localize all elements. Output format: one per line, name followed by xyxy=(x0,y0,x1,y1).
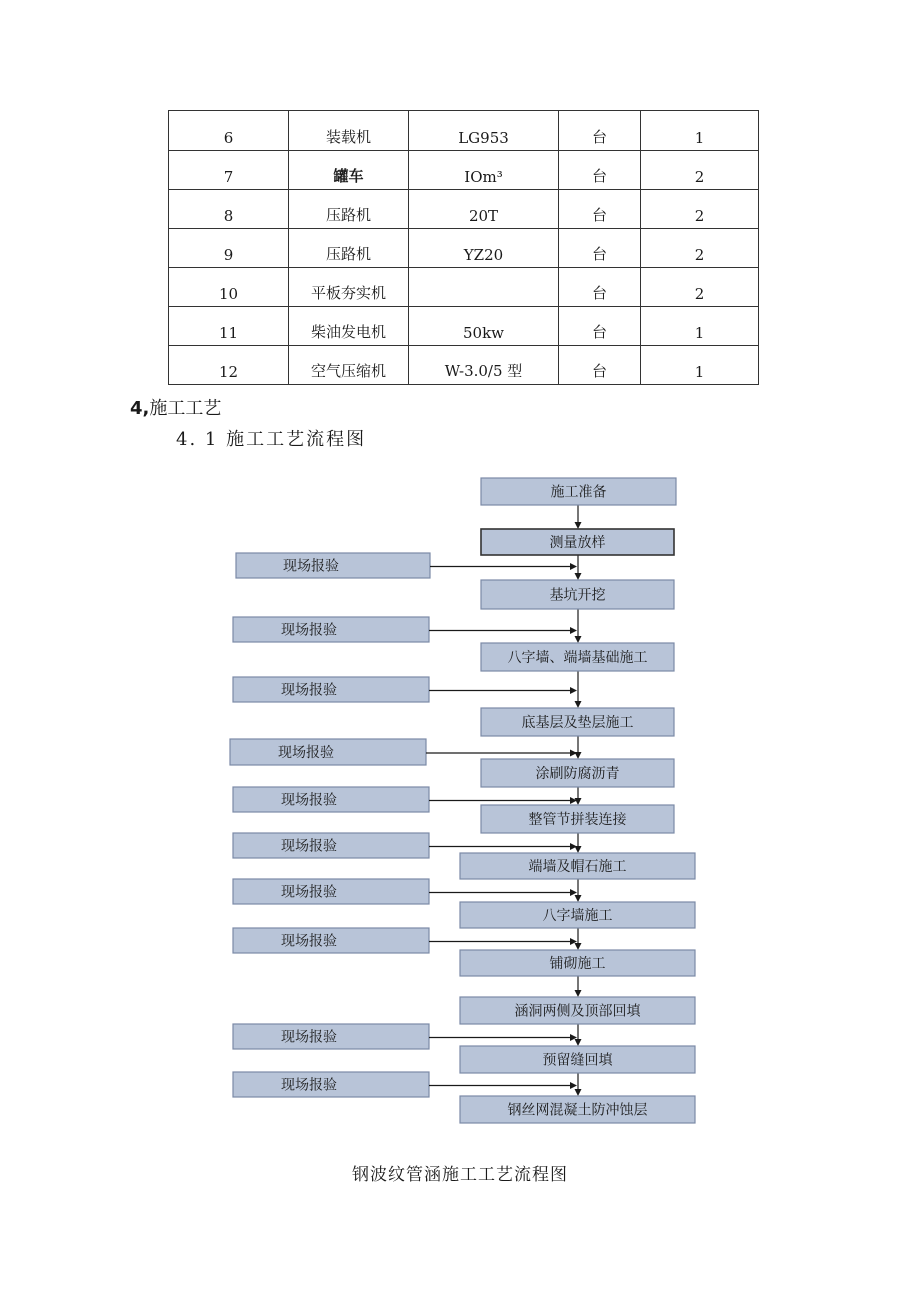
cell-unit: 台 xyxy=(559,190,641,229)
inspection-arrowhead xyxy=(570,750,577,757)
table-row xyxy=(169,229,759,268)
table-row xyxy=(169,346,759,385)
inspection-arrowhead xyxy=(570,687,577,694)
cell-name: 罐车 xyxy=(289,151,409,190)
cell-unit: 台 xyxy=(559,346,641,385)
flow-arrowhead xyxy=(575,798,582,805)
cell-no: 9 xyxy=(169,229,289,268)
cell-qty: 2 xyxy=(641,268,759,307)
flow-arrowhead xyxy=(575,573,582,580)
cell-unit: 台 xyxy=(559,307,641,346)
flow-arrowhead xyxy=(575,1089,582,1096)
cell-model: 50kw xyxy=(409,307,559,346)
inspection-label: 现场报验 xyxy=(281,682,337,699)
cell-model: YZ20 xyxy=(409,229,559,268)
inspection-label: 现场报验 xyxy=(278,745,334,761)
equipment-table-body xyxy=(169,111,759,385)
inspection-label: 现场报验 xyxy=(281,838,337,855)
cell-qty: 2 xyxy=(641,229,759,268)
flow-arrowhead xyxy=(575,636,582,643)
table-row xyxy=(169,151,759,190)
cell-qty: 1 xyxy=(641,346,759,385)
process-step-label: 整管节拼装连接 xyxy=(528,812,627,828)
process-step-label: 端墙及帽石施工 xyxy=(528,859,627,875)
cell-no: 7 xyxy=(169,151,289,190)
inspection-label: 现场报验 xyxy=(281,792,337,809)
process-step-label: 八字墙、端墙基础施工 xyxy=(507,650,648,666)
figure-caption: 钢波纹管涵施工工艺流程图 xyxy=(352,1165,568,1185)
cell-qty: 2 xyxy=(641,190,759,229)
section-title: 施工工艺 xyxy=(149,398,222,419)
process-step-label: 铺砌施工 xyxy=(549,956,606,972)
process-step-label: 涵洞两侧及顶部回填 xyxy=(514,1003,641,1020)
inspection-label: 现场报验 xyxy=(281,622,337,639)
cell-model: W-3.0/5 型 xyxy=(409,346,559,385)
cell-no: 10 xyxy=(169,268,289,307)
cell-no: 12 xyxy=(169,346,289,385)
process-step-label: 施工准备 xyxy=(550,484,607,501)
flow-arrowhead xyxy=(575,1039,582,1046)
process-step-label: 八字墙施工 xyxy=(542,908,613,924)
cell-model: 20T xyxy=(409,190,559,229)
cell-no: 11 xyxy=(169,307,289,346)
cell-unit: 台 xyxy=(559,229,641,268)
inspection-label: 现场报验 xyxy=(283,558,339,575)
cell-model: LG953 xyxy=(409,111,559,151)
flow-arrowhead xyxy=(575,522,582,529)
inspection-label: 现场报验 xyxy=(281,1029,337,1046)
process-step-label: 基坑开挖 xyxy=(549,587,606,604)
cell-name: 压路机 xyxy=(289,229,409,268)
cell-qty: 1 xyxy=(641,111,759,151)
table-row xyxy=(169,190,759,229)
process-step-label: 钢丝网混凝土防冲蚀层 xyxy=(507,1102,648,1119)
table-row xyxy=(169,307,759,346)
table-row xyxy=(169,111,759,151)
inspection-arrowhead xyxy=(570,1082,577,1089)
inspection-arrowhead xyxy=(570,563,577,570)
subsection-heading: 4. 1 施工工艺流程图 xyxy=(176,429,367,450)
inspection-arrowhead xyxy=(570,843,577,850)
process-step-label: 测量放样 xyxy=(549,535,606,551)
cell-no: 6 xyxy=(169,111,289,151)
cell-unit: 台 xyxy=(559,111,641,151)
inspection-arrowhead xyxy=(570,627,577,634)
cell-name: 柴油发电机 xyxy=(289,307,409,346)
cell-name: 空气压缩机 xyxy=(289,346,409,385)
cell-name: 平板夯实机 xyxy=(289,268,409,307)
section-number: 4, xyxy=(130,398,150,419)
cell-name: 压路机 xyxy=(289,190,409,229)
inspection-label: 现场报验 xyxy=(281,884,337,901)
construction-flowchart xyxy=(0,470,920,1140)
cell-no: 8 xyxy=(169,190,289,229)
cell-unit: 台 xyxy=(559,151,641,190)
table-row xyxy=(169,268,759,307)
flow-arrowhead xyxy=(575,701,582,708)
cell-unit: 台 xyxy=(559,268,641,307)
flow-arrowhead xyxy=(575,943,582,950)
process-step-label: 预留缝回填 xyxy=(542,1052,613,1069)
flow-arrowhead xyxy=(575,990,582,997)
section-heading xyxy=(130,394,221,420)
cell-model xyxy=(409,268,559,307)
cell-name: 装载机 xyxy=(289,111,409,151)
equipment-table xyxy=(168,110,759,385)
inspection-label: 现场报验 xyxy=(281,933,337,950)
cell-qty: 2 xyxy=(641,151,759,190)
flow-arrowhead xyxy=(575,895,582,902)
process-step-label: 涂刷防腐沥青 xyxy=(535,766,620,782)
inspection-label: 现场报验 xyxy=(281,1077,337,1094)
process-step-label: 底基层及垫层施工 xyxy=(521,715,634,731)
inspection-arrowhead xyxy=(570,889,577,896)
cell-qty: 1 xyxy=(641,307,759,346)
cell-model: IOm³ xyxy=(409,151,559,190)
